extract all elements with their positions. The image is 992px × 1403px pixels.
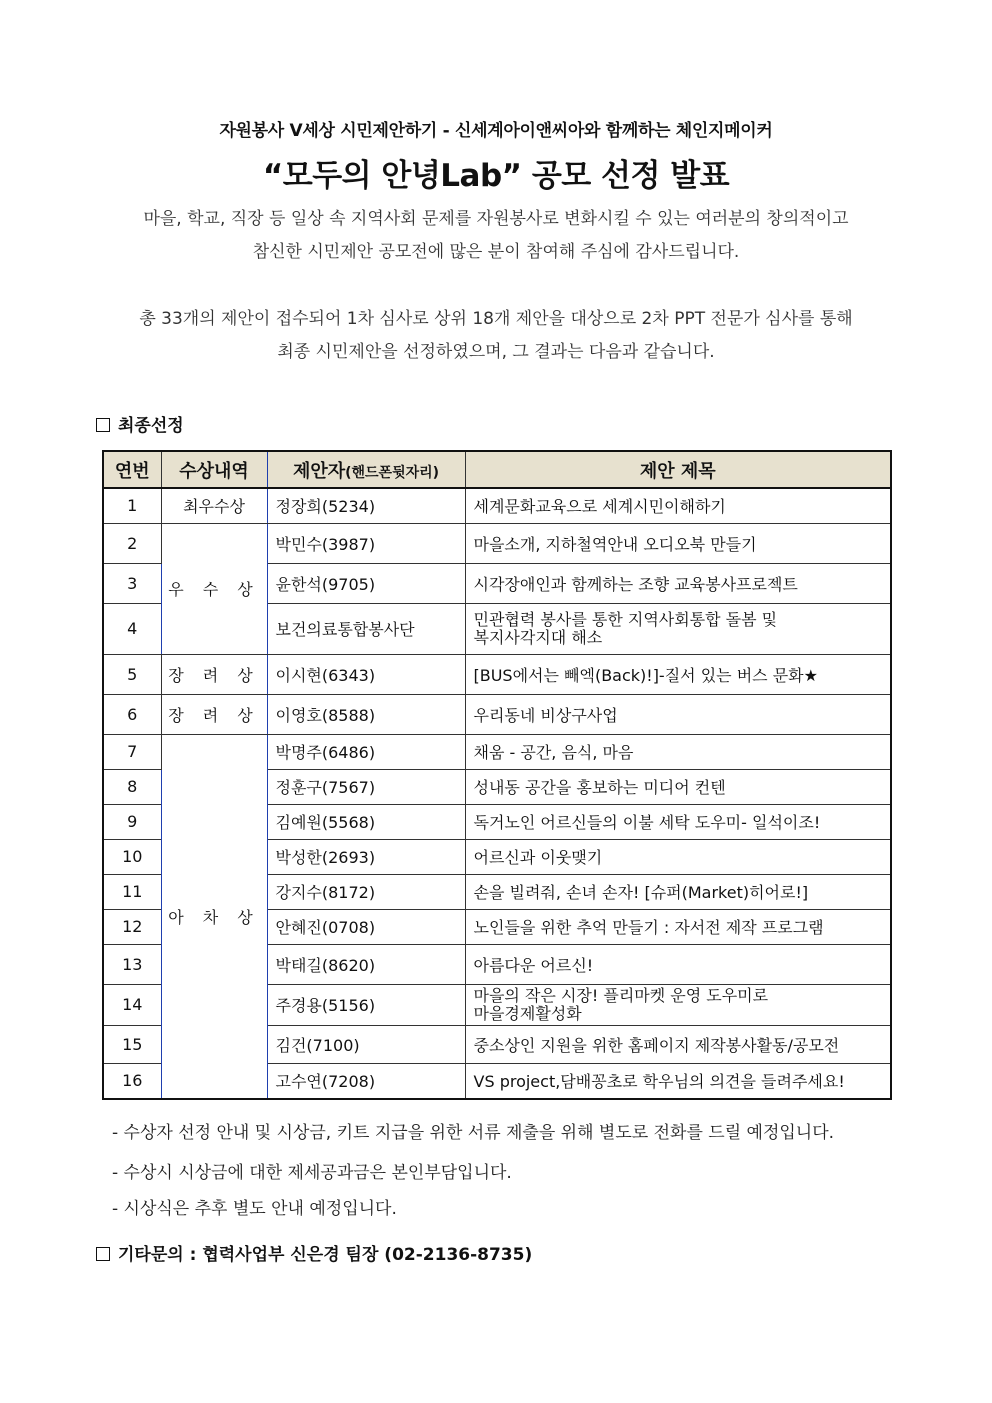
header-number: 연번 [103, 451, 161, 488]
table-row: 10 박성한(2693) 어르신과 이웃맺기 [103, 839, 891, 874]
table-row: 5 장 려 상 이시현(6343) [BUS에서는 빼엑(Back)!]-질서 있는 버스 문화★ [103, 654, 891, 694]
table-row: 14 주경용(5156) 마을의 작은 시장! 플리마켓 운영 도우미로 마을경제활성화 [103, 984, 891, 1025]
results-table [102, 450, 892, 1100]
table-row: 4 보건의료통합봉사단 민관협력 봉사를 통한 지역사회통합 돌봄 및 복지사각지대 해소 [103, 603, 891, 654]
header-proposer: 제안자(핸드폰뒷자리) [267, 451, 465, 488]
table-row: 7 아 차 상 박명주(6486) 채움 - 공간, 음식, 마음 [103, 734, 891, 769]
table-header-row [103, 451, 891, 488]
table-row: 2 우 수 상 박민수(3987) 마을소개, 지하철역안내 오디오북 만들기 [103, 523, 891, 563]
award-cell: 장 려 상 [161, 694, 267, 734]
intro-line: 참신한 시민제안 공모전에 많은 분이 참여해 주심에 감사드립니다. [252, 242, 740, 262]
award-cell: 우 수 상 [161, 523, 267, 654]
award-cell: 장 려 상 [161, 654, 267, 694]
award-cell: 최우수상 [161, 488, 267, 523]
note-line: - 시상식은 추후 별도 안내 예정입니다. [112, 1199, 397, 1219]
table-row: 12 안혜진(0708) 노인들을 위한 추억 만들기 : 자서전 제작 프로그램 [103, 909, 891, 944]
intro-line: 총 33개의 제안이 접수되어 1차 심사로 상위 18개 제안을 대상으로 2차 PPT 전문가 심사를 통해 [139, 309, 853, 329]
header-award: 수상내역 [161, 451, 267, 488]
table-row: 9 김예원(5568) 독거노인 어르신들의 이불 세탁 도우미- 일석이조! [103, 804, 891, 839]
intro-line: 마을, 학교, 직장 등 일상 속 지역사회 문제를 자원봉사로 변화시킬 수 있는 여러분의 창의적이고 [143, 209, 849, 229]
table-row: 3 윤한석(9705) 시각장애인과 함께하는 조향 교육봉사프로젝트 [103, 563, 891, 603]
table-row: 16 고수연(7208) VS project,담배꽁초로 학우님의 의견을 들려주세요! [103, 1063, 891, 1099]
table-row: 13 박태길(8620) 아름다운 어르신! [103, 944, 891, 984]
contact-heading: 기타문의 : 협력사업부 신은경 팀장 (02-2136-8735) [96, 1240, 532, 1265]
section-heading-final: 최종선정 [96, 411, 184, 436]
table-row: 6 장 려 상 이영호(8588) 우리동네 비상구사업 [103, 694, 891, 734]
header-title: 제안 제목 [465, 451, 891, 488]
document-title: “모두의 안녕Lab” 공모 선정 발표 [262, 158, 730, 194]
intro-paragraph-1 [100, 203, 892, 269]
checkbox-square-icon [96, 418, 110, 432]
table-row: 8 정훈구(7567) 성내동 공간을 홍보하는 미디어 컨텐 [103, 769, 891, 804]
award-cell: 아 차 상 [161, 734, 267, 1099]
table-row: 11 강지수(8172) 손을 빌려줘, 손녀 손자! [슈퍼(Market)히어로!] [103, 874, 891, 909]
checkbox-square-icon [96, 1247, 110, 1261]
intro-line: 최종 시민제안을 선정하였으며, 그 결과는 다음과 같습니다. [277, 342, 715, 362]
table-row: 15 김건(7100) 중소상인 지원을 위한 홈페이지 제작봉사활동/공모전 [103, 1025, 891, 1063]
note-line: - 수상자 선정 안내 및 시상금, 키트 지급을 위한 서류 제출을 위해 별도로 전화를 드릴 예정입니다. [112, 1123, 835, 1143]
note-line: - 수상시 시상금에 대한 제세공과금은 본인부담입니다. [112, 1163, 512, 1183]
intro-paragraph-2 [100, 303, 892, 369]
table-row: 1 최우수상 정장희(5234) 세계문화교육으로 세계시민이해하기 [103, 488, 891, 523]
document-subtitle: 자원봉사 V세상 시민제안하기 - 신세계아이앤씨아와 함께하는 체인지메이커 [219, 121, 773, 141]
